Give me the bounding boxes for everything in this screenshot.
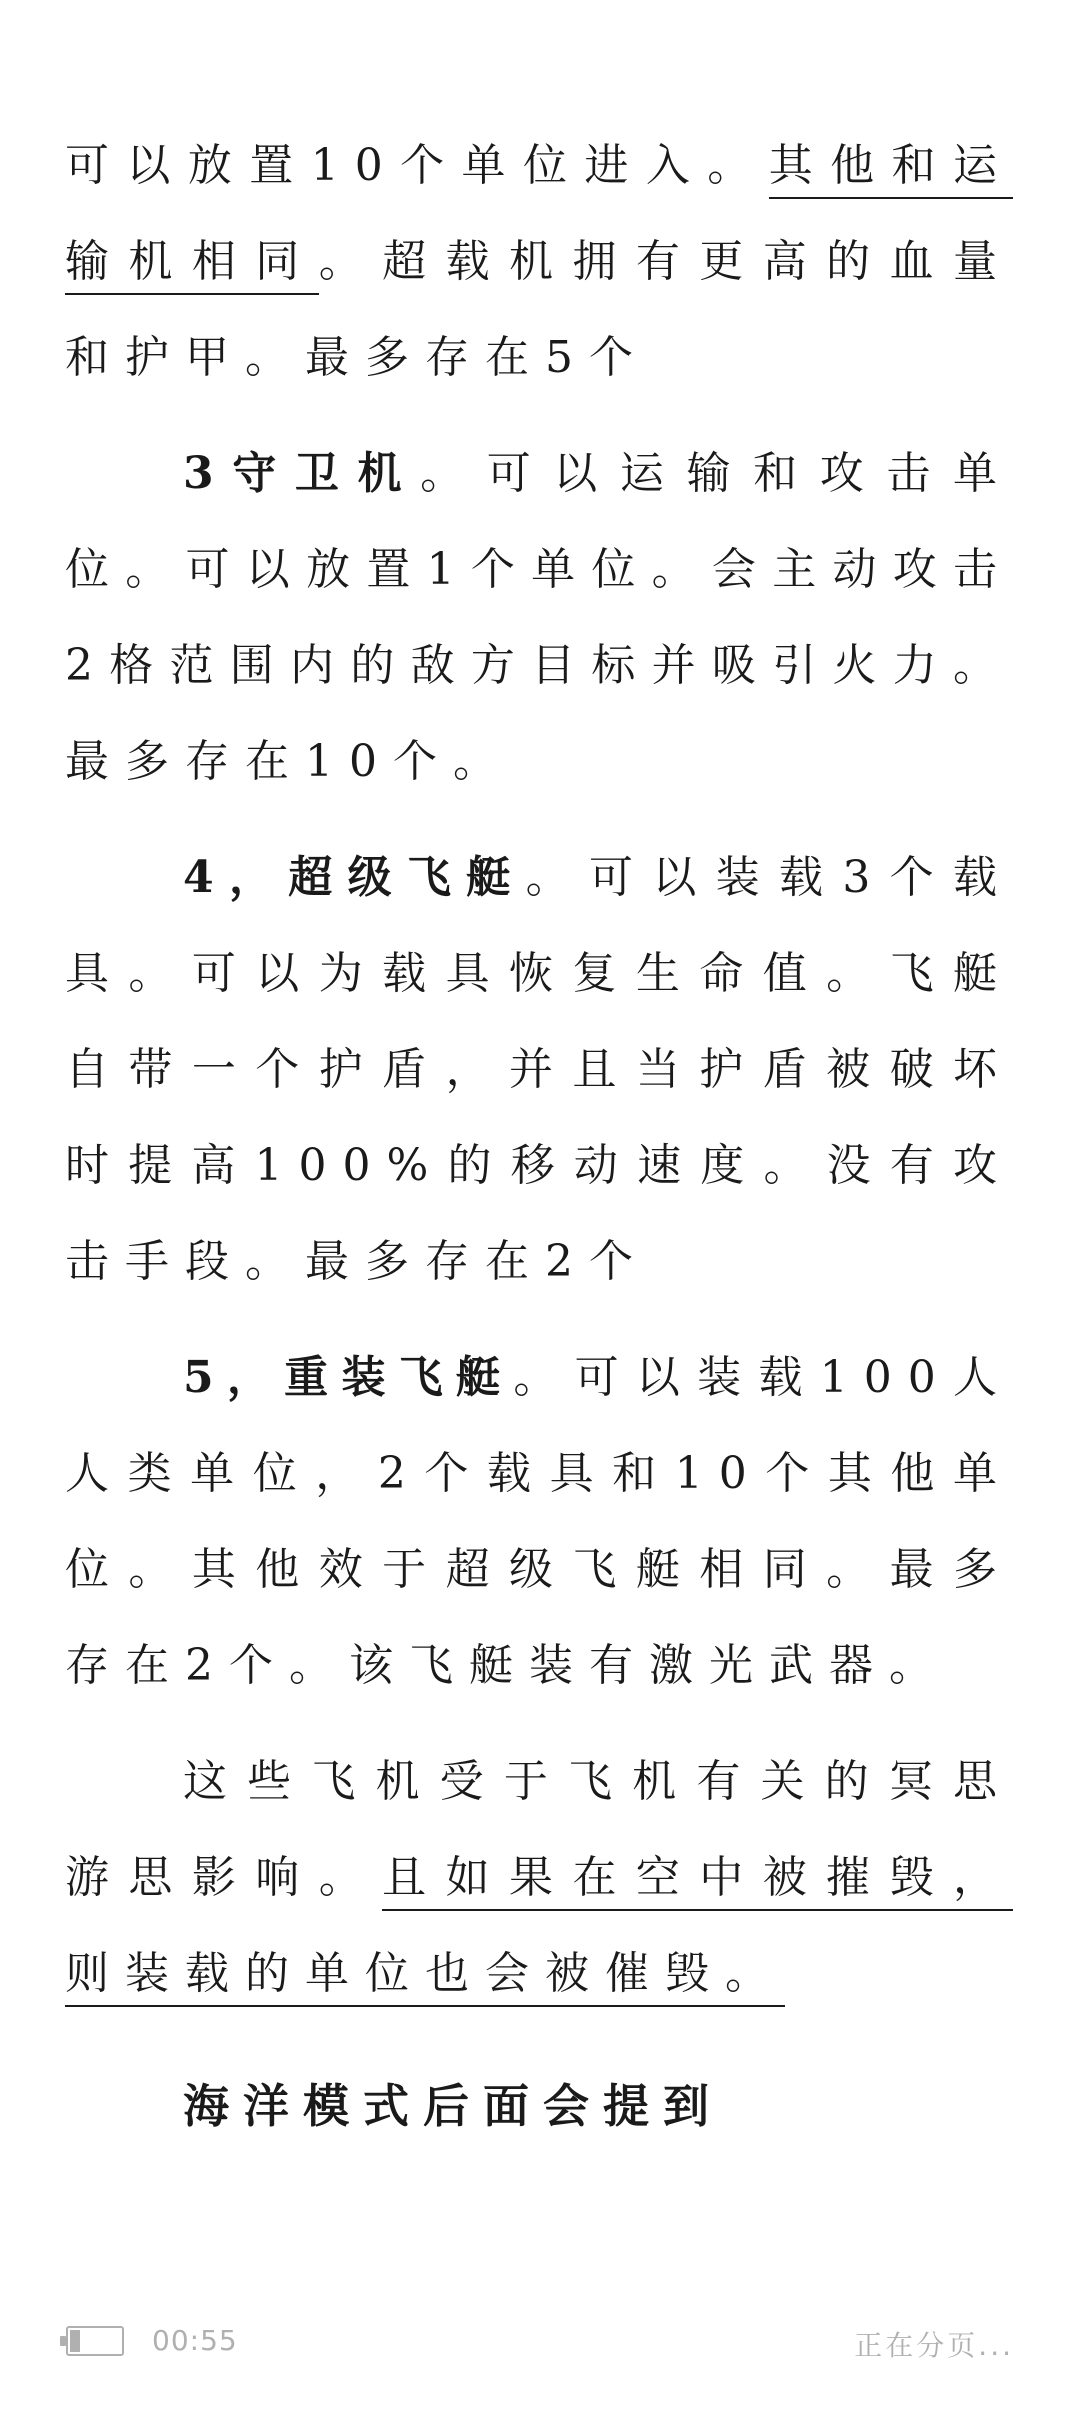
paragraph-overload-aircraft [65, 118, 1013, 406]
reader-page[interactable] [65, 118, 1013, 2174]
section-heading: 3守卫机 [183, 448, 421, 499]
underlined-text: 其他和运输机相同 [65, 140, 1013, 295]
battery-icon [66, 2326, 124, 2356]
paragraph-text: 。可以装载100人人类单位，2个载具和10个其他单位。其他效于超级飞艇相同。最多存在2个。该飞艇装有激光武器。 [65, 1352, 1013, 1691]
reader-status-bar [0, 2310, 1080, 2370]
paragraph-text: 。可以运输和攻击单位。可以放置1个单位。会主动攻击2格范围内的敌方目标并吸引火力。最多存在10个。 [65, 448, 1013, 787]
paragraph-heavy-airship [65, 1330, 1013, 1714]
battery-level [70, 2330, 80, 2352]
paragraph-text: 这些飞机受于飞机有关的冥思游思影响。 [65, 1756, 1013, 1903]
paragraph-text: 可以放置10个单位进入。 [65, 140, 769, 191]
paragraph-aircraft-effects [65, 1734, 1013, 2022]
underlined-text: 且如果在空中被摧毁，则装载的单位也会被催毁。 [65, 1852, 1013, 2007]
section-heading: 4，超级飞艇 [183, 852, 526, 903]
section-heading: 5，重装飞艇 [183, 1352, 514, 1403]
paragraph-guard-aircraft [65, 426, 1013, 810]
clock-time: 00:55 [152, 2324, 238, 2357]
paragraph-super-airship [65, 830, 1013, 1310]
paragraph-text: 。可以装载3个载具。可以为载具恢复生命值。飞艇自带一个护盾，并且当护盾被破坏时提高100%的移动速度。没有攻击手段。最多存在2个 [65, 852, 1013, 1287]
paragraph-text: 。超载机拥有更高的血量和护甲。最多存在5个 [65, 236, 1014, 383]
paging-status: 正在分页... [854, 2329, 1014, 2362]
final-heading: 海洋模式后面会提到 [183, 2079, 723, 2133]
